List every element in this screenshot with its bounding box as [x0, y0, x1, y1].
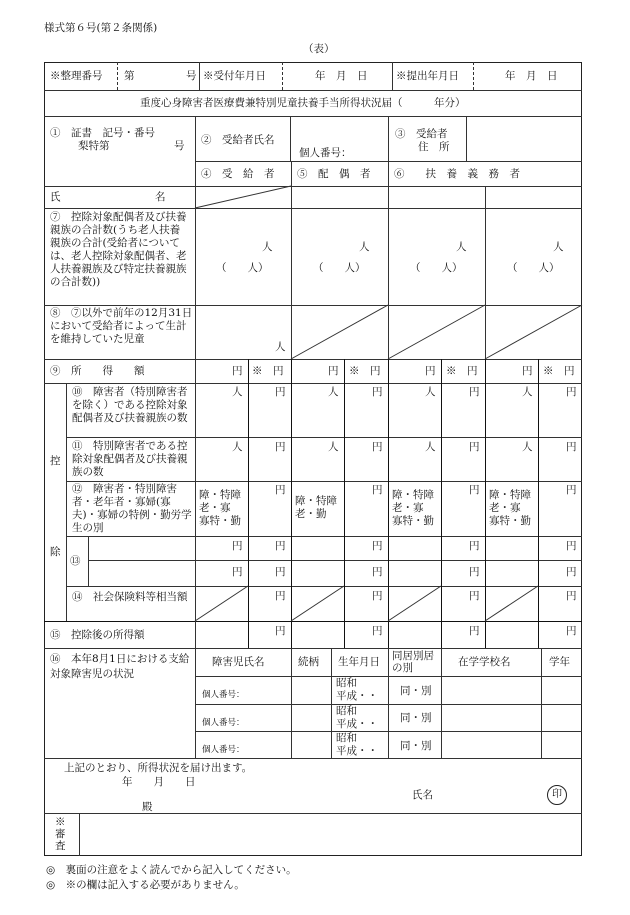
note-2: ◎ ※の欄は記入する必要がありません。 — [46, 879, 245, 891]
row13b-yen-supporter-a: 円 — [469, 566, 480, 578]
seal-mark: 印 — [547, 785, 567, 805]
row16-header-school: 在学学校名 — [458, 656, 511, 668]
recipient-personal-number[interactable]: 個人番号： — [299, 147, 352, 159]
form-number: 様式第６号(第２条関係) — [44, 22, 158, 34]
child1-era-heisei[interactable]: 平成・・ — [336, 690, 378, 702]
note-1: ◎ 裏面の注意をよく読んでから記入してください。 — [46, 864, 297, 876]
received-date-label: ※受付年月日 — [203, 70, 266, 82]
row14-yen-spouse: 円 — [372, 590, 383, 602]
declaration-date[interactable]: 年 月 日 — [122, 776, 196, 788]
row8-count-recipient: 人 — [275, 341, 286, 353]
column-spouse: ⑤ 配 偶 者 — [297, 168, 371, 180]
row7-label: ⑦ 控除対象配偶者及び扶養親族の合計数(うち老人扶養親族の合計(受給者については、老人控除対象配偶者、老人扶養親族及び特定扶養親族の合計数)) — [50, 211, 187, 288]
row9-yen-supporter-b: 円 — [522, 365, 533, 377]
row11-count-spouse: 人 — [328, 441, 339, 453]
child1-era-showa[interactable]: 昭和 — [336, 677, 357, 689]
row10-count-supporter-a: 人 — [425, 386, 436, 398]
row13a-yen-supporter-a: 円 — [469, 540, 480, 552]
certificate-go: 号 — [174, 140, 185, 152]
row13a-yen-supporter-b: 円 — [566, 540, 577, 552]
row7-elderly-supporter-b: （ 人） — [507, 262, 560, 274]
child3-era-heisei[interactable]: 平成・・ — [336, 745, 378, 757]
row16-header-relation: 続柄 — [298, 656, 319, 668]
certificate-prefix: 梨特第 — [78, 140, 110, 152]
row16-label: ⑯ 本年8月1日における支給対象障害児の状況 — [50, 653, 190, 680]
row11-count-recipient: 人 — [232, 441, 243, 453]
row12-yen-supporter-a: 円 — [469, 484, 480, 496]
row16-header-name: 障害児氏名 — [212, 656, 265, 668]
column-recipient: ④ 受 給 者 — [201, 168, 275, 180]
row7-count-supporter-a: 人 — [456, 241, 467, 253]
deduction-side-label-1: 控 — [50, 455, 61, 467]
row7-count-supporter-b: 人 — [553, 241, 564, 253]
declaration-addressee: 殿 — [142, 801, 153, 813]
row10-count-spouse: 人 — [328, 386, 339, 398]
row10-count-supporter-b: 人 — [522, 386, 533, 398]
reference-number-label: ※整理番号 — [50, 70, 103, 82]
certificate-label: ① 証書 記号・番号 — [50, 127, 155, 139]
row8-label: ⑧ ⑦以外で前年の12月31日において受給者によって生計を維持していた児童 — [50, 307, 193, 345]
row15-yen-supporter-b: 円 — [566, 625, 577, 637]
row7-count-spouse: 人 — [359, 241, 370, 253]
child1-personal-number[interactable]: 個人番号： — [202, 690, 245, 700]
row11-yen-supporter-a: 円 — [469, 441, 480, 453]
diagonal-line — [388, 305, 485, 359]
row9-yen-recipient: 円 — [232, 365, 243, 377]
row13a-yen-recipient-office: 円 — [275, 540, 286, 552]
diagonal-line — [291, 305, 388, 359]
diagonal-line — [485, 305, 582, 359]
row15-yen-spouse: 円 — [372, 625, 383, 637]
submitted-date-label: ※提出年月日 — [396, 70, 459, 82]
declaration-name-label: 氏名 — [412, 789, 433, 801]
row12-yen-supporter-b: 円 — [566, 484, 577, 496]
row14-yen-supporter-b: 円 — [566, 590, 577, 602]
child3-personal-number[interactable]: 個人番号： — [202, 745, 245, 755]
row13b-yen-spouse: 円 — [372, 566, 383, 578]
row12-category-spouse[interactable]: 障・特障 老・勤 — [295, 495, 337, 520]
form-side-label: （表） — [303, 43, 335, 55]
row7-elderly-recipient: （ 人） — [216, 262, 269, 274]
row9-yen-spouse: 円 — [328, 365, 339, 377]
row7-elderly-spouse: （ 人） — [313, 262, 366, 274]
row10-count-recipient: 人 — [232, 386, 243, 398]
row10-yen-supporter-b: 円 — [566, 386, 577, 398]
row15-yen-recipient: 円 — [275, 625, 286, 637]
row9-office-yen-supporter-b: ※ 円 — [543, 365, 575, 377]
diagonal-line — [195, 586, 248, 621]
child2-era-heisei[interactable]: 平成・・ — [336, 718, 378, 730]
name-row-label: 氏 名 — [50, 191, 166, 203]
deduction-side-label-2: 除 — [50, 546, 61, 558]
row13b-yen-recipient-office: 円 — [275, 566, 286, 578]
row12-label: ⑫ 障害者・特別障害者・老年者・寡婦(寡夫)・寡婦の特例・勤労学生の別 — [72, 483, 192, 534]
child3-cohabitation[interactable]: 同・別 — [400, 740, 432, 752]
row7-elderly-supporter-a: （ 人） — [410, 262, 463, 274]
form-title: 重度心身障害者医療費兼特別児童扶養手当所得状況届（ 年分） — [140, 97, 466, 109]
row16-header-cohabitation: 同居別居の別 — [392, 650, 434, 674]
child2-cohabitation[interactable]: 同・別 — [400, 712, 432, 724]
address-label-line1: ③ 受給者 — [395, 128, 448, 140]
row14-label: ⑭ 社会保険料等相当額 — [72, 591, 188, 603]
row15-label: ⑮ 控除後の所得額 — [50, 629, 145, 641]
row9-office-yen-supporter-a: ※ 円 — [446, 365, 478, 377]
row11-yen-recipient: 円 — [275, 441, 286, 453]
row13a-yen-recipient: 円 — [232, 540, 243, 552]
child2-era-showa[interactable]: 昭和 — [336, 705, 357, 717]
row9-office-yen-spouse: ※ 円 — [349, 365, 381, 377]
row9-yen-supporter-a: 円 — [425, 365, 436, 377]
child3-era-showa[interactable]: 昭和 — [336, 732, 357, 744]
row10-label: ⑩ 障害者（特別障害者を除く）である控除対象配偶者及び扶養親族の数 — [72, 386, 188, 424]
row16-header-grade: 学年 — [549, 656, 570, 668]
row13b-yen-recipient: 円 — [232, 566, 243, 578]
row10-yen-recipient: 円 — [275, 386, 286, 398]
row11-yen-spouse: 円 — [372, 441, 383, 453]
row13-label: ⑬ — [70, 555, 81, 567]
row11-count-supporter-b: 人 — [522, 441, 533, 453]
row12-yen-recipient: 円 — [275, 484, 286, 496]
received-date-value[interactable]: 年 月 日 — [315, 70, 368, 82]
row12-category-recipient[interactable]: 障・特障 老・寡 寡特・勤 — [199, 489, 241, 527]
reference-go: 号 — [186, 70, 197, 82]
row7-count-recipient: 人 — [262, 241, 273, 253]
row15-yen-supporter-a: 円 — [469, 625, 480, 637]
row13a-yen-spouse: 円 — [372, 540, 383, 552]
submitted-date-value[interactable]: 年 月 日 — [505, 70, 558, 82]
row9-label: ⑨ 所 得 額 — [50, 365, 145, 377]
row11-count-supporter-a: 人 — [425, 441, 436, 453]
row10-yen-spouse: 円 — [372, 386, 383, 398]
child1-cohabitation[interactable]: 同・別 — [400, 685, 432, 697]
column-supporter: ⑥ 扶 養 義 務 者 — [394, 168, 520, 180]
row12-category-supporter-b[interactable]: 障・特障 老・寡 寡特・勤 — [489, 489, 531, 527]
row11-label: ⑪ 特別障害者である控除対象配偶者及び扶養親族の数 — [72, 440, 188, 478]
diagonal-line — [485, 586, 538, 621]
row14-yen-recipient: 円 — [275, 590, 286, 602]
declaration-text: 上記のとおり、所得状況を届け出ます。 — [64, 762, 253, 774]
address-label-line2: 住 所 — [418, 141, 450, 153]
row12-yen-spouse: 円 — [372, 484, 383, 496]
reference-dai: 第 — [124, 70, 135, 82]
row16-header-birth: 生年月日 — [338, 656, 380, 668]
row9-office-yen-recipient: ※ 円 — [252, 365, 284, 377]
row13b-yen-supporter-b: 円 — [566, 566, 577, 578]
row12-category-supporter-a[interactable]: 障・特障 老・寡 寡特・勤 — [392, 489, 434, 527]
review-label: ※審査 — [55, 816, 66, 852]
diagonal-line — [388, 586, 441, 621]
row14-yen-supporter-a: 円 — [469, 590, 480, 602]
child2-personal-number[interactable]: 個人番号： — [202, 718, 245, 728]
diagonal-line — [291, 586, 344, 621]
row11-yen-supporter-b: 円 — [566, 441, 577, 453]
row10-yen-supporter-a: 円 — [469, 386, 480, 398]
recipient-name-label: ② 受給者氏名 — [201, 134, 275, 146]
diagonal-line — [195, 186, 291, 208]
